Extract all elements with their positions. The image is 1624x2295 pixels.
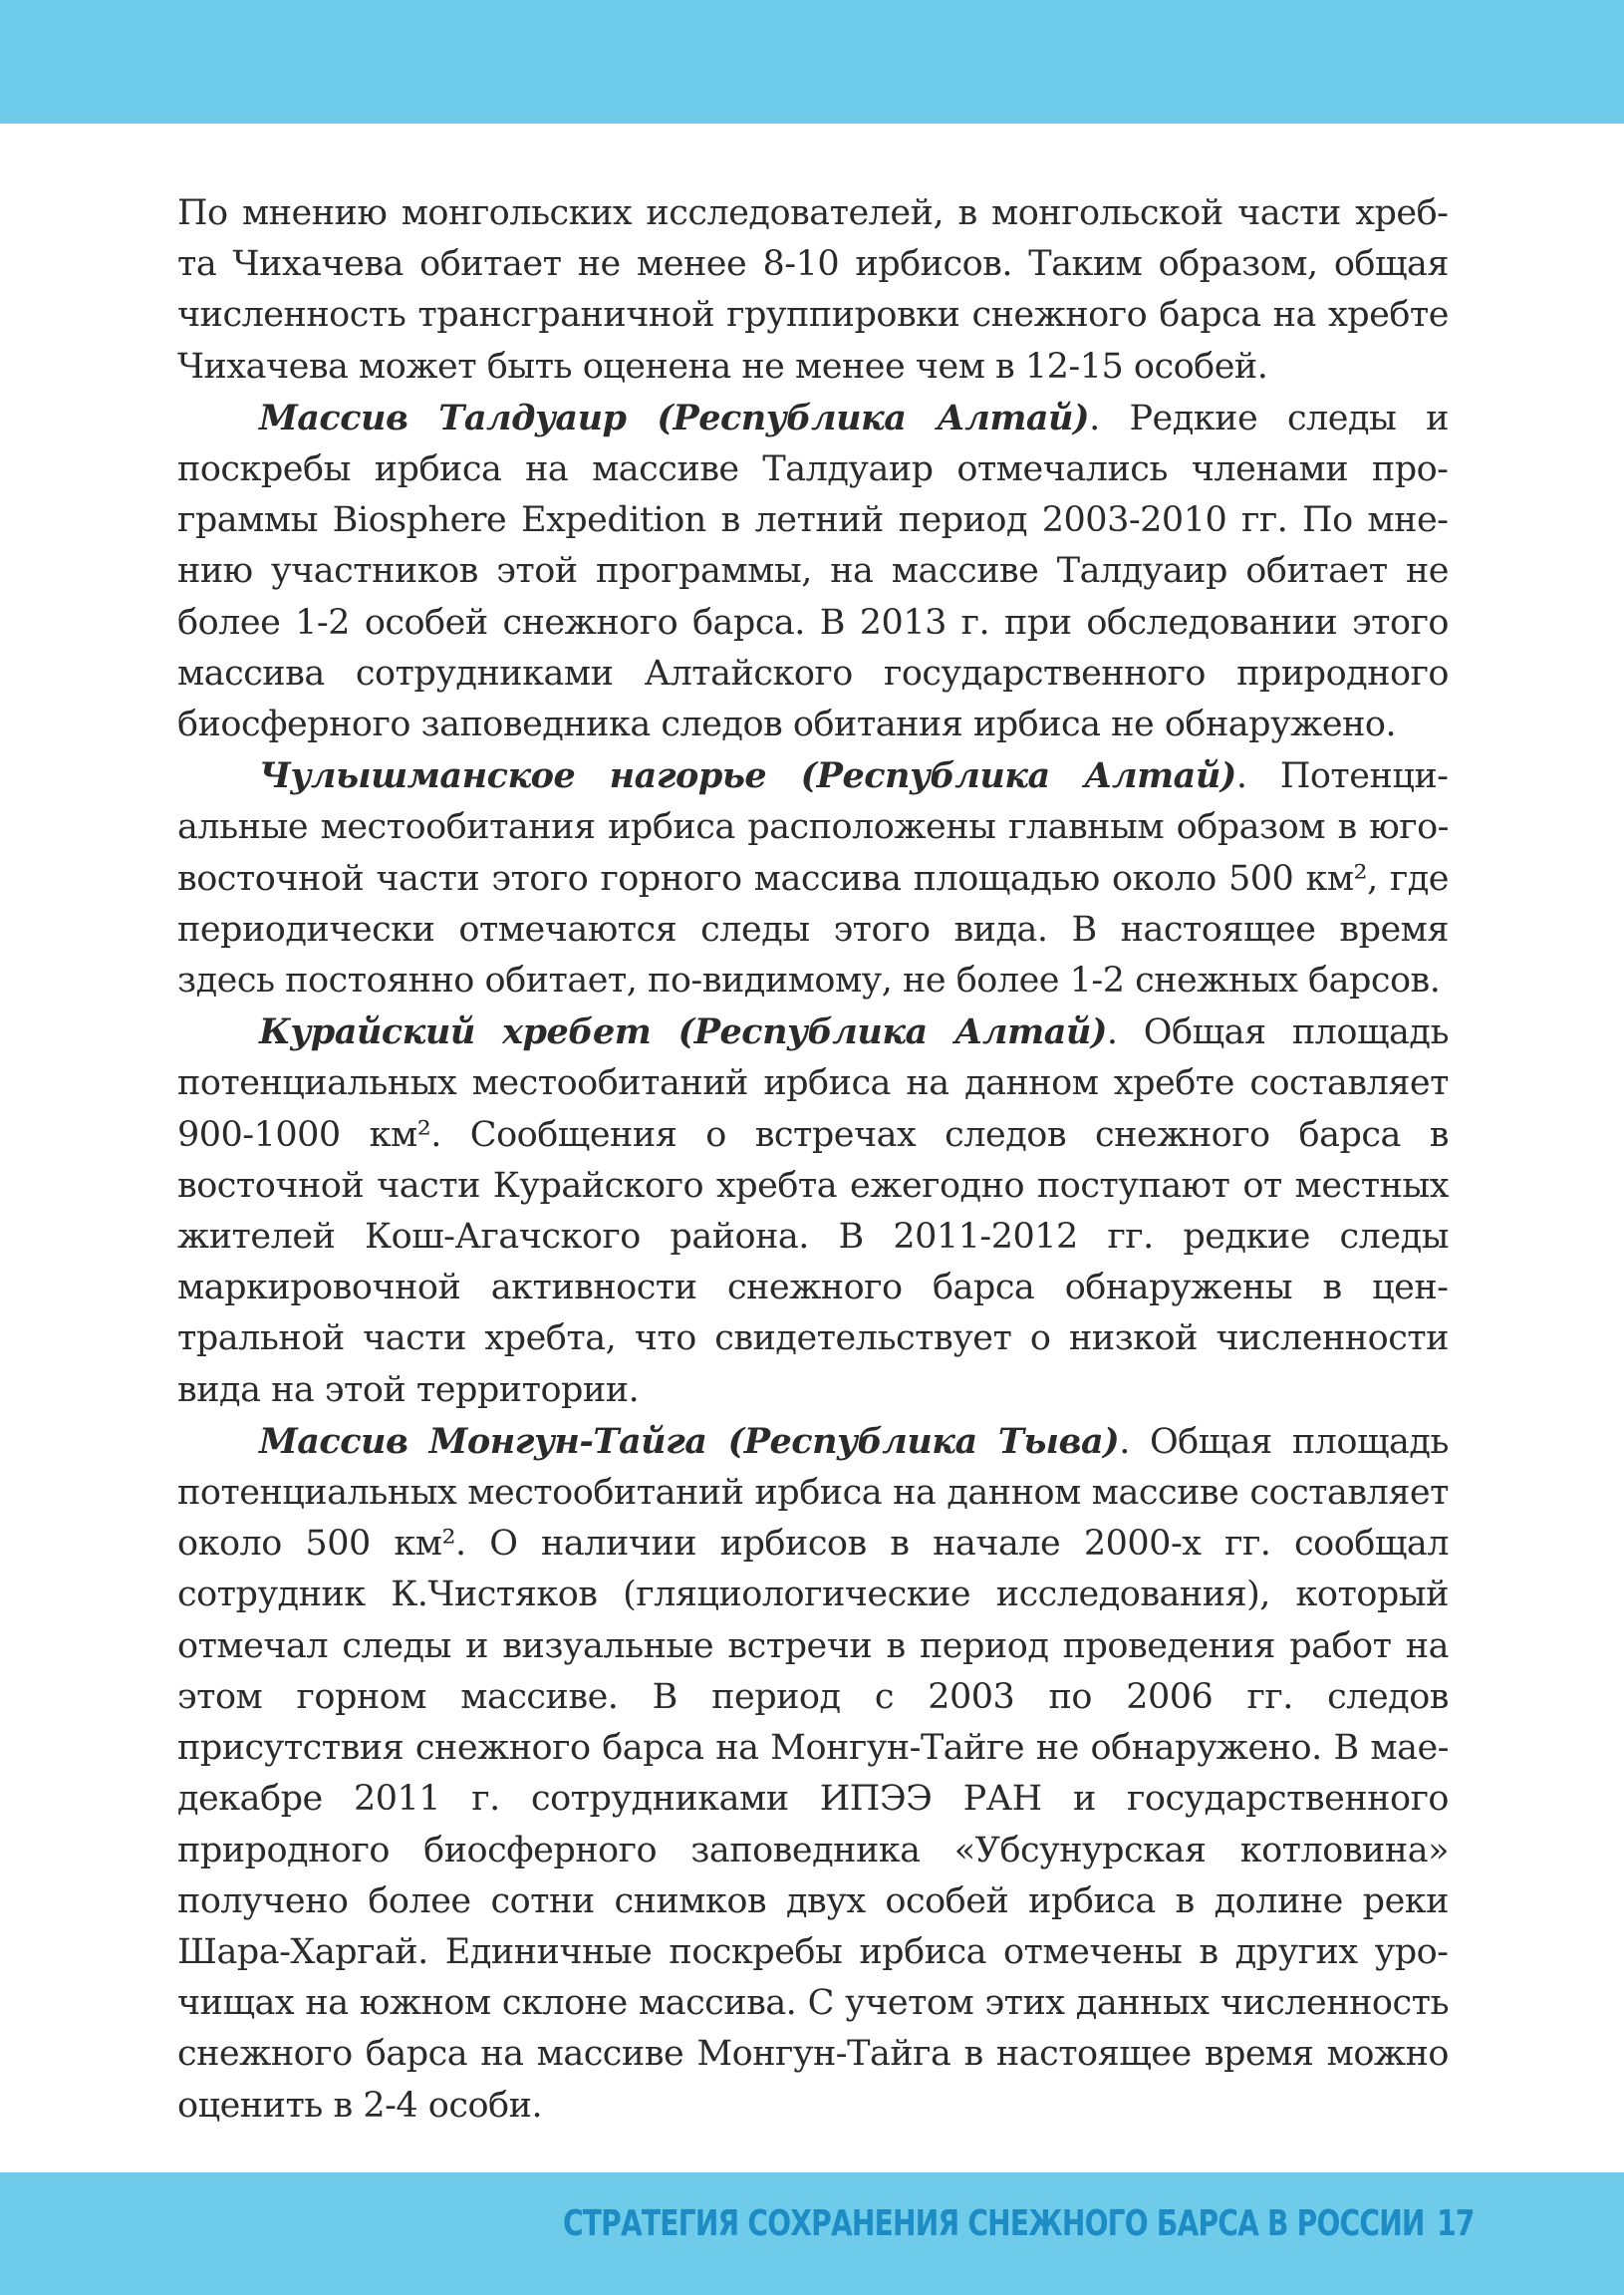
section-heading: Массив Монгун-Тайга (Республика Тыва) (259, 1420, 1120, 1462)
paragraph-kurai (177, 1006, 1449, 1416)
footer-title: СТРАТЕГИЯ СОХРАНЕНИЯ СНЕЖНОГО БАРСА В РОССИИ (563, 2203, 1425, 2244)
page-number: 17 (1437, 2203, 1475, 2244)
running-footer (563, 2203, 1475, 2244)
paragraph-mongun-taiga (177, 1416, 1449, 2132)
paragraph-text: . Общая площадь потенциальных местообитаний ирбиса на данном массиве составляет около 500 км². О наличии ирбисов в начале 2000-х гг. сообщал сотрудник К.Чистяков (гляциологические исследования), который отмечал следы и визуальные встречи в период проведения работ на этом горном массиве. В период с 2003 по 2006 гг. следов присутствия снежного барса на Монгун-Тайге не обнаружено. В мае-декабре 2011 г. сотрудниками ИПЭЭ РАН и государственного природного биосферного заповедника «Убсунурская котловина» получено более сотни снимков двух особей ирбиса в долине реки Шара-Харгай. Единичные поскребы ирбиса отмечены в других урочищах на южном склоне массива. С учетом этих данных численность снежного барса на массиве Монгун-Тайга в настоящее время можно оценить в 2-4 особи. (177, 1421, 1449, 2126)
paragraph-chulyshman (177, 750, 1449, 1006)
paragraph-talduair (177, 393, 1449, 750)
page-body (177, 188, 1449, 2132)
paragraph-text: . Потенциальные местообитания ирбиса расположены главным образом в юго-восточной части этого горного массива площадью около 500 км², где периодически отмечаются следы этого вида. В настоящее время здесь постоянно обитает, по-видимому, не более 1-2 снежных барсов. (177, 756, 1449, 1002)
paragraph-text: . Общая площадь потенциальных местообитаний ирбиса на данном хребте составляет 900-1000 км². Сообщения о встречах следов снежного барса в восточной части Курайского хребта ежегодно поступают от местных жителей Кош-Агачского района. В 2011-2012 гг. редкие следы маркировочной активности снежного барса обнаружены в центральной части хребта, что свидетельствует о низкой численности вида на этой территории. (177, 1012, 1449, 1410)
paragraph-text: По мнению монгольских исследователей, в монгольской части хребта Чихачева обитает не менее 8-10 ирбисов. Таким образом, общая численность трансграничной группировки снежного барса на хребте Чихачева может быть оценена не менее чем в 12-15 особей. (177, 193, 1449, 387)
top-color-band (0, 0, 1624, 124)
section-heading: Чулышманское нагорье (Республика Алтай) (259, 755, 1236, 797)
paragraph-intro (177, 188, 1449, 393)
section-heading: Курайский хребет (Республика Алтай) (259, 1011, 1107, 1053)
section-heading: Массив Талдуаир (Республика Алтай) (259, 397, 1090, 438)
paragraph-text: . Редкие следы и поскребы ирбиса на массиве Талдуаир отмечались членами программы Biosphere Expedition в летний период 2003-2010 гг. По мнению участников этой программы, на массиве Талдуаир обитает не более 1-2 особей снежного барса. В 2013 г. при обследовании этого массива сотрудниками Алтайского государственного природного биосферного заповедника следов обитания ирбиса не обнаружено. (177, 398, 1449, 745)
